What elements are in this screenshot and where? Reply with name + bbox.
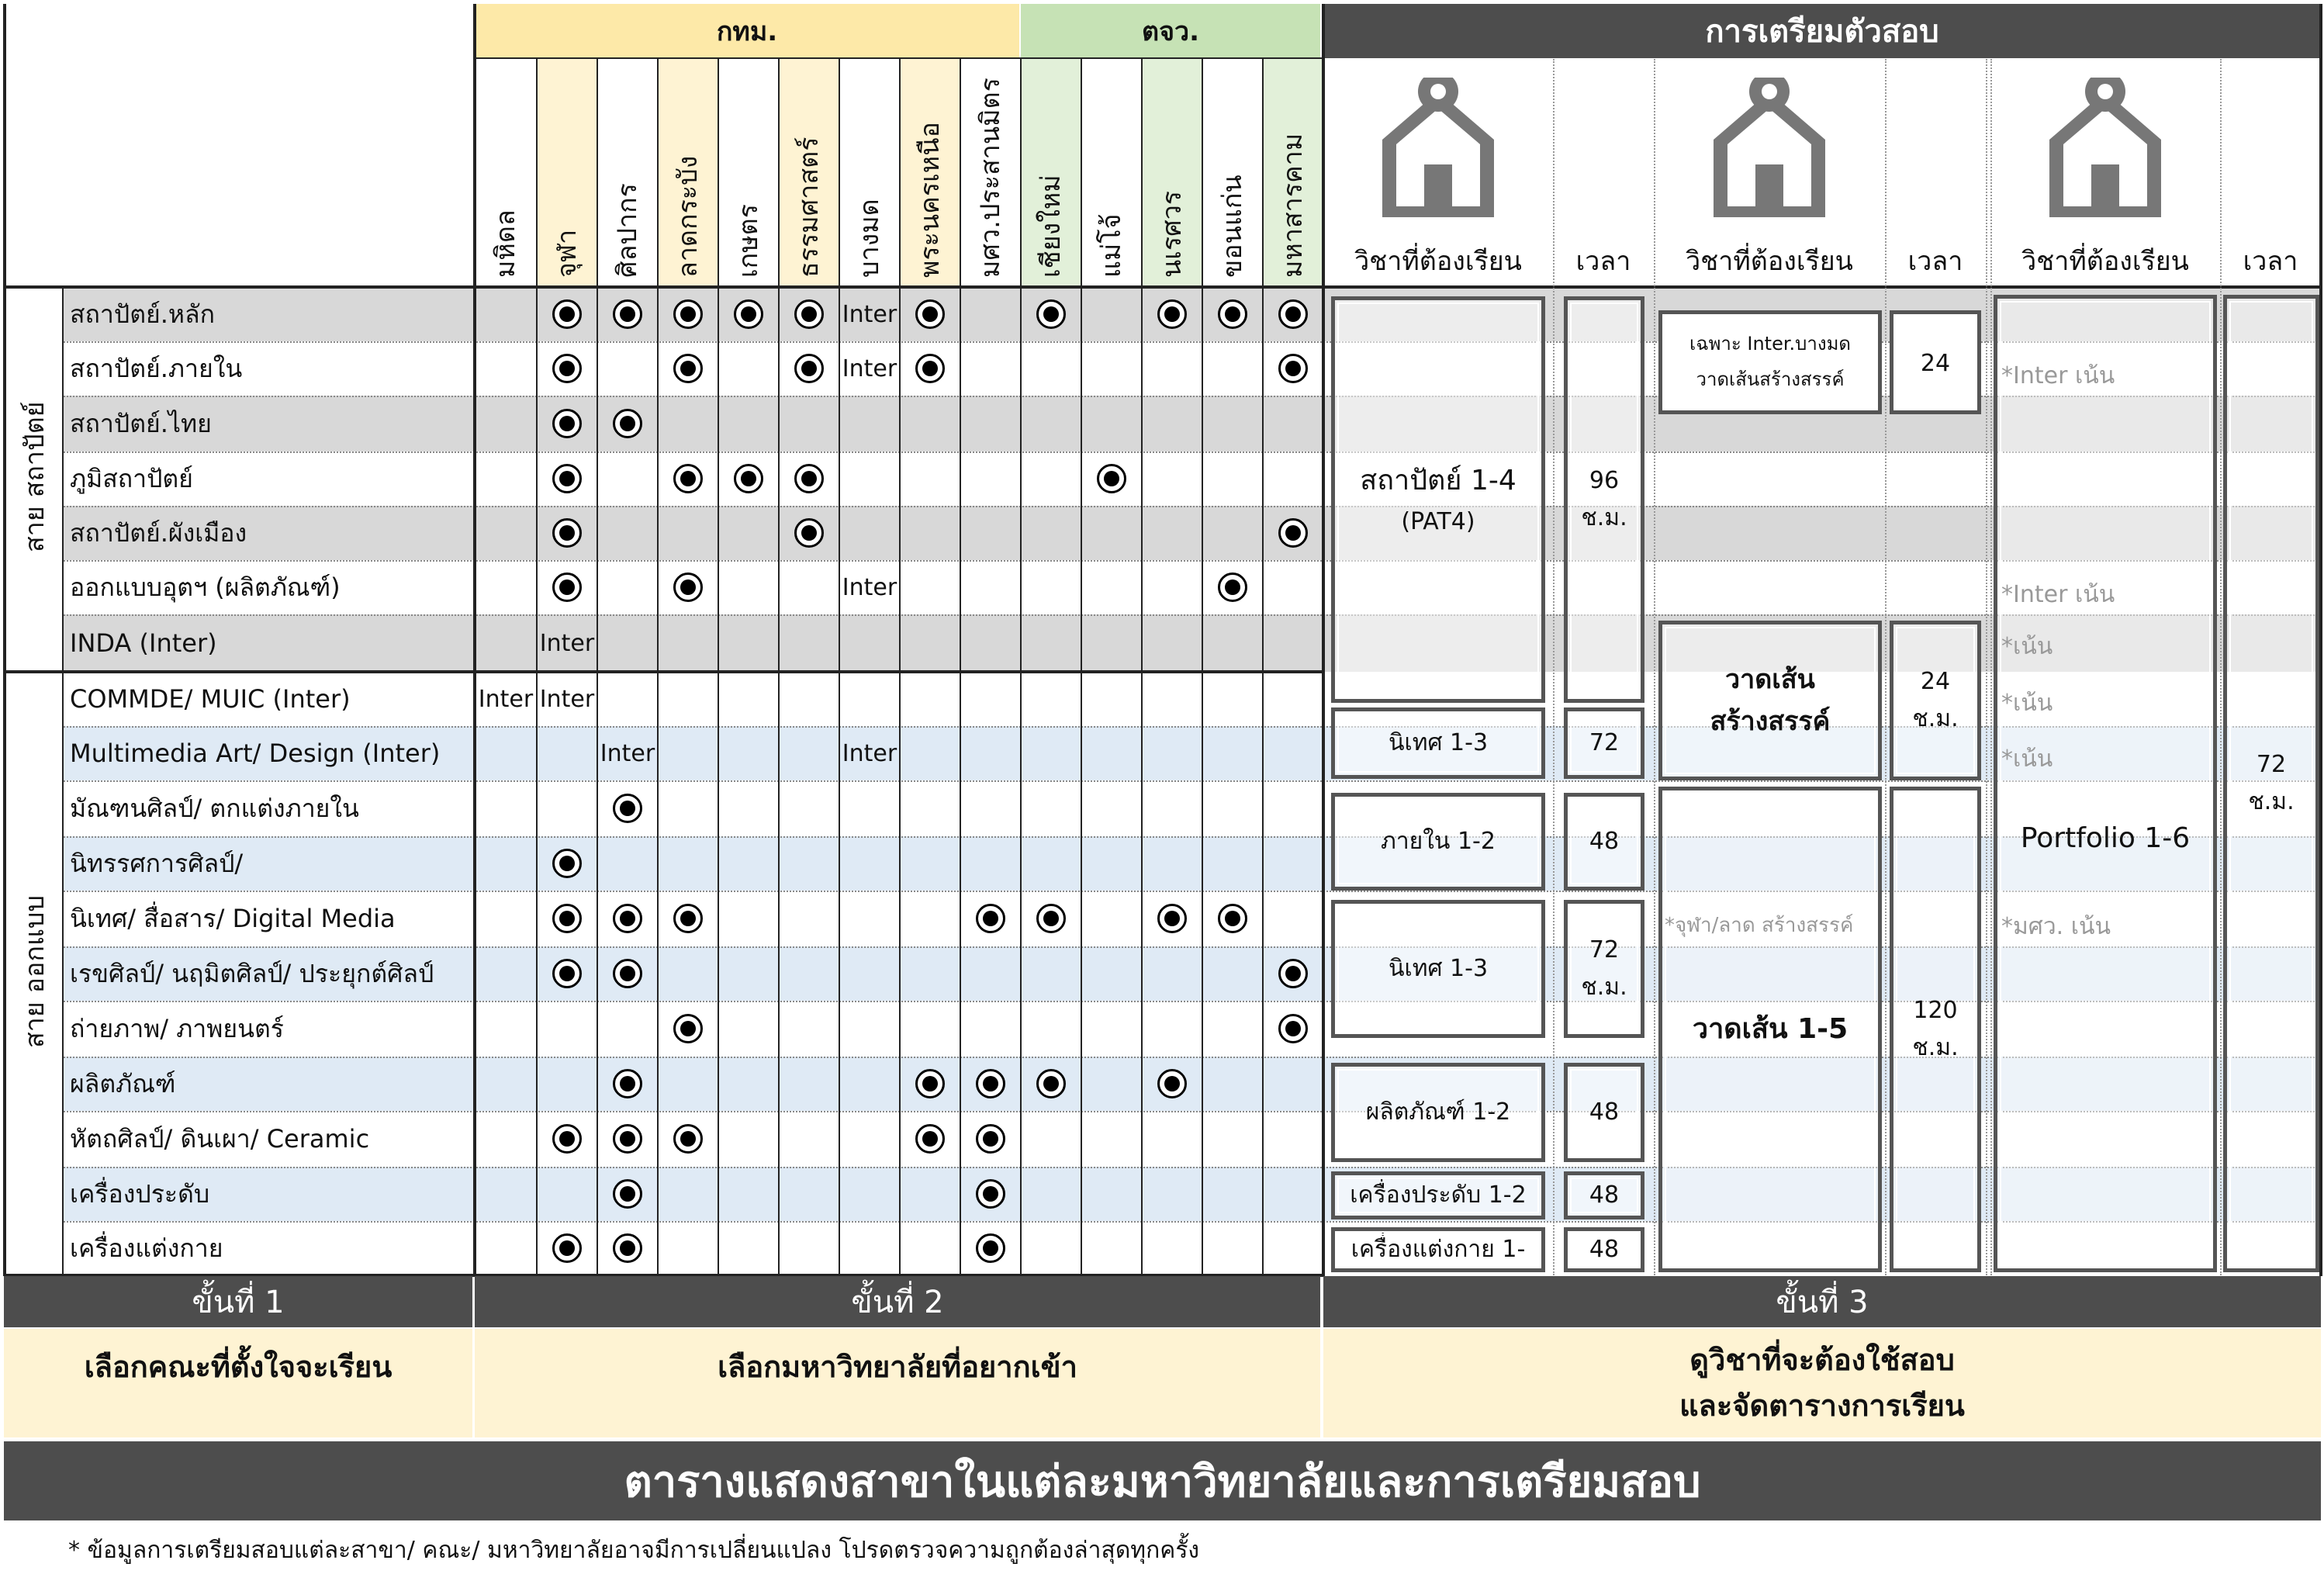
faculty-name: ภูมิสถาปัตย์ xyxy=(70,463,193,493)
prep2-line1: วาดเส้น xyxy=(1725,663,1815,695)
row-divider xyxy=(64,396,2321,397)
row-divider xyxy=(1323,285,2321,289)
prep-subject: นิเทศ 1-3 xyxy=(1388,955,1489,982)
row-divider xyxy=(64,946,2321,948)
enrollment-dot xyxy=(552,354,582,383)
prep-time-box xyxy=(1564,793,1644,891)
track-design: สาย ออกแบบ xyxy=(19,894,50,1048)
row-divider xyxy=(4,670,1324,673)
enrollment-dot xyxy=(794,354,824,383)
enrollment-dot xyxy=(1097,464,1126,493)
enrollment-dot xyxy=(915,299,945,329)
prep-col-divider xyxy=(1654,59,1655,1275)
prep-subject: นิเทศ 1-3 xyxy=(1388,729,1489,756)
col-divider xyxy=(839,59,840,1275)
university-header: บางมด xyxy=(839,59,900,285)
enrollment-dot xyxy=(613,959,642,988)
enrollment-dot xyxy=(1278,518,1308,548)
enrollment-dot xyxy=(976,1069,1005,1098)
university-header: พระนครเหนือ xyxy=(900,59,960,285)
row-divider xyxy=(64,891,2321,892)
enrollment-dot xyxy=(552,409,582,438)
enrollment-dot xyxy=(1218,299,1247,329)
faculty-name: ถ่ายภาพ/ ภาพยนตร์ xyxy=(70,1013,284,1043)
university-header: ขอนแก่น xyxy=(1202,59,1263,285)
enrollment-dot xyxy=(1278,354,1308,383)
prep2-unit: ช.ม. xyxy=(1912,1034,1959,1061)
col-divider xyxy=(1322,4,1325,1276)
enrollment-dot xyxy=(734,299,763,329)
enrollment-dot xyxy=(976,1124,1005,1154)
enrollment-dot xyxy=(915,1069,945,1098)
prep2-time: 24 xyxy=(1920,350,1951,377)
university-header: เชียงใหม่ xyxy=(1021,59,1081,285)
enrollment-dot xyxy=(552,849,582,878)
faculty-name: หัตถศิลป์/ ดินเผา/ Ceramic xyxy=(70,1123,370,1154)
prep-col-divider xyxy=(1885,59,1887,1275)
portfolio-box xyxy=(1994,295,2217,1272)
col-divider xyxy=(62,287,64,1275)
prep2-line2: วาดเส้นสร้างสรรค์ xyxy=(1696,368,1845,390)
enrollment-dot xyxy=(794,518,824,548)
prep-subject: เครื่องประดับ 1-2 xyxy=(1350,1181,1527,1209)
row-divider xyxy=(475,57,1323,59)
col-divider xyxy=(1081,59,1082,1275)
col-divider xyxy=(1141,59,1143,1275)
enrollment-mark: Inter xyxy=(539,629,595,657)
portfolio-note: *เน้น xyxy=(2001,745,2053,773)
row-divider xyxy=(64,1001,2321,1002)
col-divider xyxy=(2319,4,2322,1276)
prep-subject: ภายใน 1-2 xyxy=(1381,828,1496,855)
enrollment-dot xyxy=(552,518,582,548)
faculty-name: COMMDE/ MUIC (Inter) xyxy=(70,684,351,714)
enrollment-mark: Inter xyxy=(842,300,897,328)
footnote: * ข้อมูลการเตรียมสอบแต่ละสาขา/ คณะ/ มหาวิทยาลัยอาจมีการเปลี่ยนแปลง โปรดตรวจความถูกต้องล่าสุดทุกครั้ง xyxy=(68,1536,1200,1564)
prep2-line2: สร้างสรรค์ xyxy=(1710,706,1831,737)
enrollment-dot xyxy=(613,1069,642,1098)
university-header: จุฬา xyxy=(537,59,597,285)
university-header: ศิลปากร xyxy=(597,59,658,285)
step-1-desc: เลือกคณะที่ตั้งใจจะเรียน xyxy=(4,1329,472,1437)
enrollment-dot xyxy=(1278,959,1308,988)
step-2-desc: เลือกมหาวิทยาลัยที่อยากเข้า xyxy=(475,1329,1320,1437)
prep-time-box xyxy=(1564,296,1644,703)
track-architecture: สาย สถาปัตย์ xyxy=(19,401,50,553)
faculty-name: Multimedia Art/ Design (Inter) xyxy=(70,739,441,768)
row-divider xyxy=(64,836,2321,838)
time-col-header: เวลา xyxy=(1907,246,1963,277)
prep-time-box xyxy=(1564,900,1644,1038)
prep-subject: ผลิตภัณฑ์ 1-2 xyxy=(1365,1098,1511,1126)
prep-time: 72 xyxy=(1589,729,1620,756)
enrollment-mark: Inter xyxy=(539,685,595,713)
prep-time: 48 xyxy=(1589,828,1620,855)
enrollment-dot xyxy=(613,904,642,933)
enrollment-dot xyxy=(734,464,763,493)
step-1-title: ขั้นที่ 1 xyxy=(4,1276,472,1327)
bkk-group-label: กทม. xyxy=(716,16,778,47)
enrollment-mark: Inter xyxy=(842,355,897,382)
university-header: แม่โจ้ xyxy=(1081,59,1142,285)
prep-time: 96 xyxy=(1589,467,1620,494)
enrollment-dot xyxy=(673,1014,703,1043)
prep2-time-box xyxy=(1890,310,1981,414)
enrollment-dot xyxy=(794,464,824,493)
enrollment-dot xyxy=(915,1124,945,1154)
time-col-header: เวลา xyxy=(2243,246,2298,277)
prep-time-box xyxy=(1564,1227,1644,1272)
prep-subject-box xyxy=(1331,1063,1545,1162)
row-divider xyxy=(64,560,2321,562)
prep-time-box xyxy=(1564,1063,1644,1162)
region-group-header xyxy=(1021,4,1320,58)
prep-group-header xyxy=(1323,4,2321,58)
university-header: ลาดกระบัง xyxy=(658,59,718,285)
prep2-time: 24 xyxy=(1920,668,1951,695)
prep-time-box xyxy=(1564,1171,1644,1219)
enrollment-mark: Inter xyxy=(842,739,897,767)
row-divider xyxy=(64,1111,2321,1112)
prep2-time: 120 xyxy=(1913,997,1958,1024)
row-divider xyxy=(4,285,1324,289)
prep-subject-box xyxy=(1331,900,1545,1038)
prep-time-box xyxy=(1564,707,1644,779)
prep-subject-sub: (PAT4) xyxy=(1401,507,1475,535)
enrollment-dot xyxy=(1157,299,1187,329)
prep2-subject-box xyxy=(1658,310,1882,414)
subject-col-header: วิชาที่ต้องเรียน xyxy=(1354,246,1522,277)
portfolio-note: *มศว. เน้น xyxy=(2001,912,2111,940)
col-divider xyxy=(597,59,598,1275)
faculty-name: มัณฑนศิลป์/ ตกแต่งภายใน xyxy=(70,793,359,823)
university-header: นเรศวร xyxy=(1142,59,1202,285)
prep-subject-box xyxy=(1331,296,1545,703)
enrollment-dot xyxy=(1218,904,1247,933)
portfolio-unit: ช.ม. xyxy=(2248,788,2295,815)
enrollment-dot xyxy=(976,1233,1005,1263)
prep-subject: เครื่องแต่งกาย 1- xyxy=(1350,1236,1526,1263)
enrollment-dot xyxy=(613,299,642,329)
university-header: มหาสารคาม xyxy=(1263,59,1323,285)
university-header: เกษตร xyxy=(718,59,779,285)
prep-time: 72 xyxy=(1589,936,1620,963)
enrollment-dot xyxy=(1157,904,1187,933)
enrollment-dot xyxy=(1036,1069,1066,1098)
enrollment-dot xyxy=(552,573,582,602)
row-divider xyxy=(64,451,2321,453)
prep-time-unit: ช.ม. xyxy=(1581,504,1627,531)
faculty-name: นิทรรศการศิลป์/ xyxy=(70,848,244,878)
portfolio-time: 72 xyxy=(2256,751,2287,778)
subject-col-header: วิชาที่ต้องเรียน xyxy=(1686,246,1853,277)
enrollment-dot xyxy=(552,1124,582,1154)
prep-subject-box xyxy=(1331,793,1545,891)
prep-subject-box xyxy=(1331,1227,1545,1272)
row-divider xyxy=(64,1221,2321,1223)
col-divider xyxy=(1020,59,1022,1275)
enrollment-dot xyxy=(673,573,703,602)
enrollment-dot xyxy=(673,904,703,933)
portfolio-time-box xyxy=(2223,295,2319,1272)
row-divider xyxy=(64,1057,2321,1058)
row-divider xyxy=(64,341,2321,343)
enrollment-dot xyxy=(915,354,945,383)
col-divider xyxy=(1262,59,1264,1275)
enrollment-dot xyxy=(613,1233,642,1263)
faculty-name: สถาปัตย์.ภายใน xyxy=(70,353,243,383)
enrollment-dot xyxy=(1278,299,1308,329)
portfolio-note: *Inter เน้น xyxy=(2001,580,2115,608)
region-group-label: ตจว. xyxy=(1141,16,1199,47)
enrollment-dot xyxy=(1036,299,1066,329)
prep2-subject-box xyxy=(1658,621,1882,780)
portfolio-note: *เน้น xyxy=(2001,632,2053,660)
subject-col-header: วิชาที่ต้องเรียน xyxy=(2021,246,2189,277)
col-divider xyxy=(473,4,476,1276)
enrollment-dot xyxy=(613,794,642,823)
enrollment-dot xyxy=(1218,573,1247,602)
faculty-name: ออกแบบอุตฯ (ผลิตภัณฑ์) xyxy=(70,572,341,602)
enrollment-dot xyxy=(673,299,703,329)
time-col-header: เวลา xyxy=(1575,246,1631,277)
prep2-main: วาดเส้น 1-5 xyxy=(1692,1013,1848,1046)
row-divider xyxy=(64,1167,2321,1168)
prep-group-label: การเตรียมตัวสอบ xyxy=(1705,14,1939,50)
enrollment-dot xyxy=(673,1124,703,1154)
enrollment-mark: Inter xyxy=(842,573,897,601)
portfolio-note: *Inter เน้น xyxy=(2001,362,2115,389)
enrollment-dot xyxy=(1157,1069,1187,1098)
prep2-time-box xyxy=(1890,787,1981,1272)
step-3-desc: ดูวิชาที่จะต้องใช้สอบ และจัดตารางการเรียน xyxy=(1323,1329,2321,1437)
enrollment-mark: Inter xyxy=(600,739,655,767)
enrollment-dot xyxy=(552,464,582,493)
col-divider xyxy=(778,59,780,1275)
enrollment-dot xyxy=(1278,1014,1308,1043)
main-title: ตารางแสดงสาขาในแต่ละมหาวิทยาลัยและการเตรียมสอบ xyxy=(4,1441,2321,1520)
prep-col-divider xyxy=(2220,59,2222,1275)
enrollment-dot xyxy=(976,904,1005,933)
prep2-unit: ช.ม. xyxy=(1912,705,1959,732)
prep-col-divider xyxy=(1553,59,1555,1275)
row-divider xyxy=(64,726,2321,728)
enrollment-dot xyxy=(976,1179,1005,1209)
university-header: มหิดล xyxy=(475,59,537,285)
prep-col-divider xyxy=(1990,59,1992,1275)
prep-time: 48 xyxy=(1589,1181,1620,1209)
enrollment-dot xyxy=(613,1179,642,1209)
prep-subject-box xyxy=(1331,1171,1545,1219)
enrollment-dot xyxy=(794,299,824,329)
col-divider xyxy=(960,59,961,1275)
enrollment-dot xyxy=(552,1233,582,1263)
prep-time-unit: ช.ม. xyxy=(1581,974,1627,1001)
enrollment-dot xyxy=(552,959,582,988)
row-divider xyxy=(64,614,2321,616)
prep2-note: *จุฬา/ลาด สร้างสรรค์ xyxy=(1665,913,1854,937)
step-2-title: ขั้นที่ 2 xyxy=(475,1276,1320,1327)
col-divider xyxy=(3,4,6,1276)
prep-col-divider xyxy=(1986,59,1987,1275)
house-icon xyxy=(1706,78,1833,225)
enrollment-dot xyxy=(613,409,642,438)
col-divider xyxy=(1202,59,1203,1275)
university-header: ธรรมศาสตร์ xyxy=(779,59,839,285)
prep2-subject-box xyxy=(1658,787,1882,1272)
portfolio-subject: Portfolio 1-6 xyxy=(2020,822,2191,854)
faculty-name: เครื่องแต่งกาย xyxy=(70,1233,223,1263)
prep-subject: สถาปัตย์ 1-4 xyxy=(1360,465,1516,497)
faculty-name: ผลิตภัณฑ์ xyxy=(70,1068,176,1098)
faculty-name: สถาปัตย์.ผังเมือง xyxy=(70,517,247,548)
enrollment-mark: Inter xyxy=(478,685,534,713)
col-divider xyxy=(718,59,719,1275)
portfolio-note: *เน้น xyxy=(2001,689,2053,717)
faculty-name: นิเทศ/ สื่อสาร/ Digital Media xyxy=(70,903,396,933)
col-divider xyxy=(536,59,538,1275)
prep-time: 48 xyxy=(1589,1098,1620,1126)
faculty-name: สถาปัตย์.ไทย xyxy=(70,408,212,438)
col-divider xyxy=(899,59,901,1275)
enrollment-dot xyxy=(673,464,703,493)
bkk-group-header xyxy=(475,4,1019,58)
row-divider xyxy=(64,506,2321,507)
house-icon xyxy=(2042,78,2169,225)
enrollment-dot xyxy=(673,354,703,383)
prep-subject-box xyxy=(1331,707,1545,779)
faculty-name: เรขศิลป์/ นฤมิตศิลป์/ ประยุกต์ศิลป์ xyxy=(70,958,434,988)
university-header: มศว.ประสานมิตร xyxy=(960,59,1021,285)
prep-time: 48 xyxy=(1589,1236,1620,1263)
enrollment-dot xyxy=(1036,904,1066,933)
faculty-name: สถาปัตย์.หลัก xyxy=(70,299,215,329)
faculty-name: เครื่องประดับ xyxy=(70,1178,210,1209)
step-3-title: ขั้นที่ 3 xyxy=(1323,1276,2321,1327)
row-divider xyxy=(64,780,2321,782)
prep2-time-box xyxy=(1890,621,1981,780)
enrollment-dot xyxy=(552,299,582,329)
col-divider xyxy=(657,59,659,1275)
enrollment-dot xyxy=(613,1124,642,1154)
house-icon xyxy=(1375,78,1502,225)
prep2-line1: เฉพาะ Inter.บางมด xyxy=(1689,333,1851,355)
faculty-name: INDA (Inter) xyxy=(70,628,217,658)
enrollment-dot xyxy=(552,904,582,933)
